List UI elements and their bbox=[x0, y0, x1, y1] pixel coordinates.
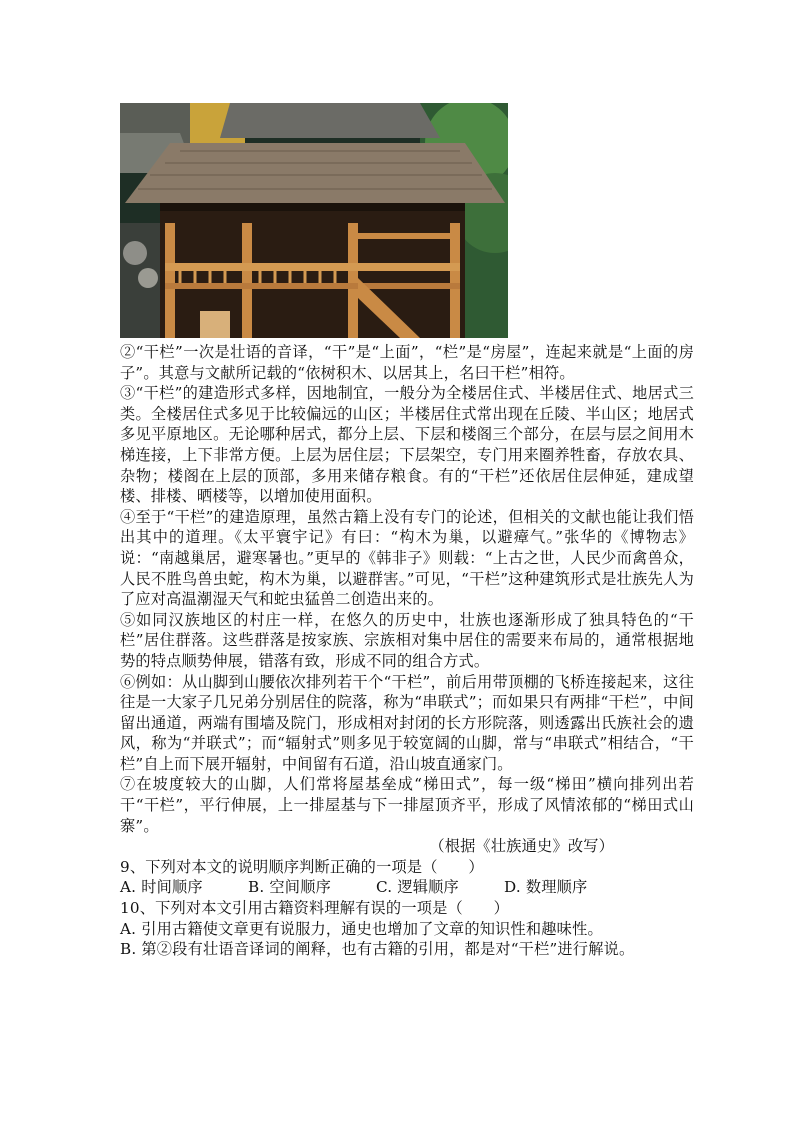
paragraph-7: ⑦在坡度较大的山脚，人们常将屋基垒成“梯田式”，每一级“梯田”横向排列出若干“干栏”，平行伸展，上一排屋基与下一排屋顶齐平，形成了风情浓郁的“梯田式山寨”。 bbox=[120, 775, 694, 835]
article-text bbox=[120, 342, 694, 960]
source-note: （根据《壮族通史》改写） bbox=[429, 837, 614, 856]
paragraph-5: ⑤如同汉族地区的村庄一样，在悠久的历史中，壮族也逐渐形成了独具特色的“干栏”居住群落。这些群落是按家族、宗族相对集中居住的需要来布局的，通常根据地势的特点顺势伸展，错落有致，形成不同的组合方式。 bbox=[120, 610, 694, 670]
question-9-options bbox=[120, 877, 694, 898]
ganlan-house-photo-icon bbox=[120, 103, 508, 338]
question-9-option-a: A. 时间顺序 bbox=[120, 878, 203, 897]
question-9-option-c: C. 逻辑顺序 bbox=[376, 878, 459, 897]
paragraph-4: ④至于“干栏”的建造原理，虽然古籍上没有专门的论述，但相关的文献也能让我们悟出其中的道理。《太平寰宇记》有曰：“构木为巢，以避瘴气。”张华的《博物志》说：“南越巢居，避寒暑也。”更早的《韩非子》则载：“上古之世，人民少而禽兽众，人民不胜鸟兽虫蛇，构木为巢，以避群害。”可见，“干栏”这种建筑形式是壮族先人为了应对高温潮湿天气和蛇虫猛兽二创造出来的。 bbox=[120, 507, 694, 609]
question-10-option-a: A. 引用古籍使文章更有说服力，通史也增加了文章的知识性和趣味性。 bbox=[120, 919, 603, 938]
question-9-option-d: D. 数理顺序 bbox=[504, 878, 588, 897]
paragraph-6: ⑥例如：从山脚到山腰依次排列若干个“干栏”，前后用带顶棚的飞桥连接起来，这往往是一大家子几兄弟分别居住的院落，称为“串联式”；而如果只有两排“干栏”，中间留出通道，两端有围墙及院门，形成相对封闭的长方形院落，则透露出氏族社会的遗风，称为“并联式”；而“辐射式”则多见于较宽阔的山脚，常与“串联式”相结合，“干栏”自上而下展开辐射，中间留有石道，沿山坡直通家门。 bbox=[120, 672, 694, 773]
ganlan-house-photo bbox=[120, 103, 508, 338]
question-9-stem: 9、下列对本文的说明顺序判断正确的一项是（ ） bbox=[120, 857, 484, 876]
paragraph-3: ③“干栏”的建造形式多样，因地制宜，一般分为全楼居住式、半楼居住式、地居式三类。全楼居住式多见于比较偏远的山区；半楼居住式常出现在丘陵、半山区；地居式多见平原地区。无论哪种居式，都分上层、下层和楼阁三个部分，在层与层之间用木梯连接，上下非常方便。上层为居住层；下层架空，专门用来圈养牲畜，存放农具、杂物；楼阁在上层的顶部，多用来储存粮食。有的“干栏”还依居住层伸延，建成望楼、排楼、晒楼等，以增加使用面积。 bbox=[120, 384, 694, 506]
paragraph-2: ②“干栏”一次是壮语的音译，“干”是“上面”，“栏”是“房屋”，连起来就是“上面的房子”。其意与文献所记载的“依树积木、以居其上，名曰干栏”相符。 bbox=[120, 343, 694, 382]
question-10-option-b: B. 第②段有壮语音译词的阐释，也有古籍的引用，都是对“干栏”进行解说。 bbox=[120, 940, 635, 959]
question-9-option-b: B. 空间顺序 bbox=[248, 878, 331, 897]
question-10-stem: 10、下列对本文引用古籍资料理解有误的一项是（ ） bbox=[120, 899, 510, 918]
